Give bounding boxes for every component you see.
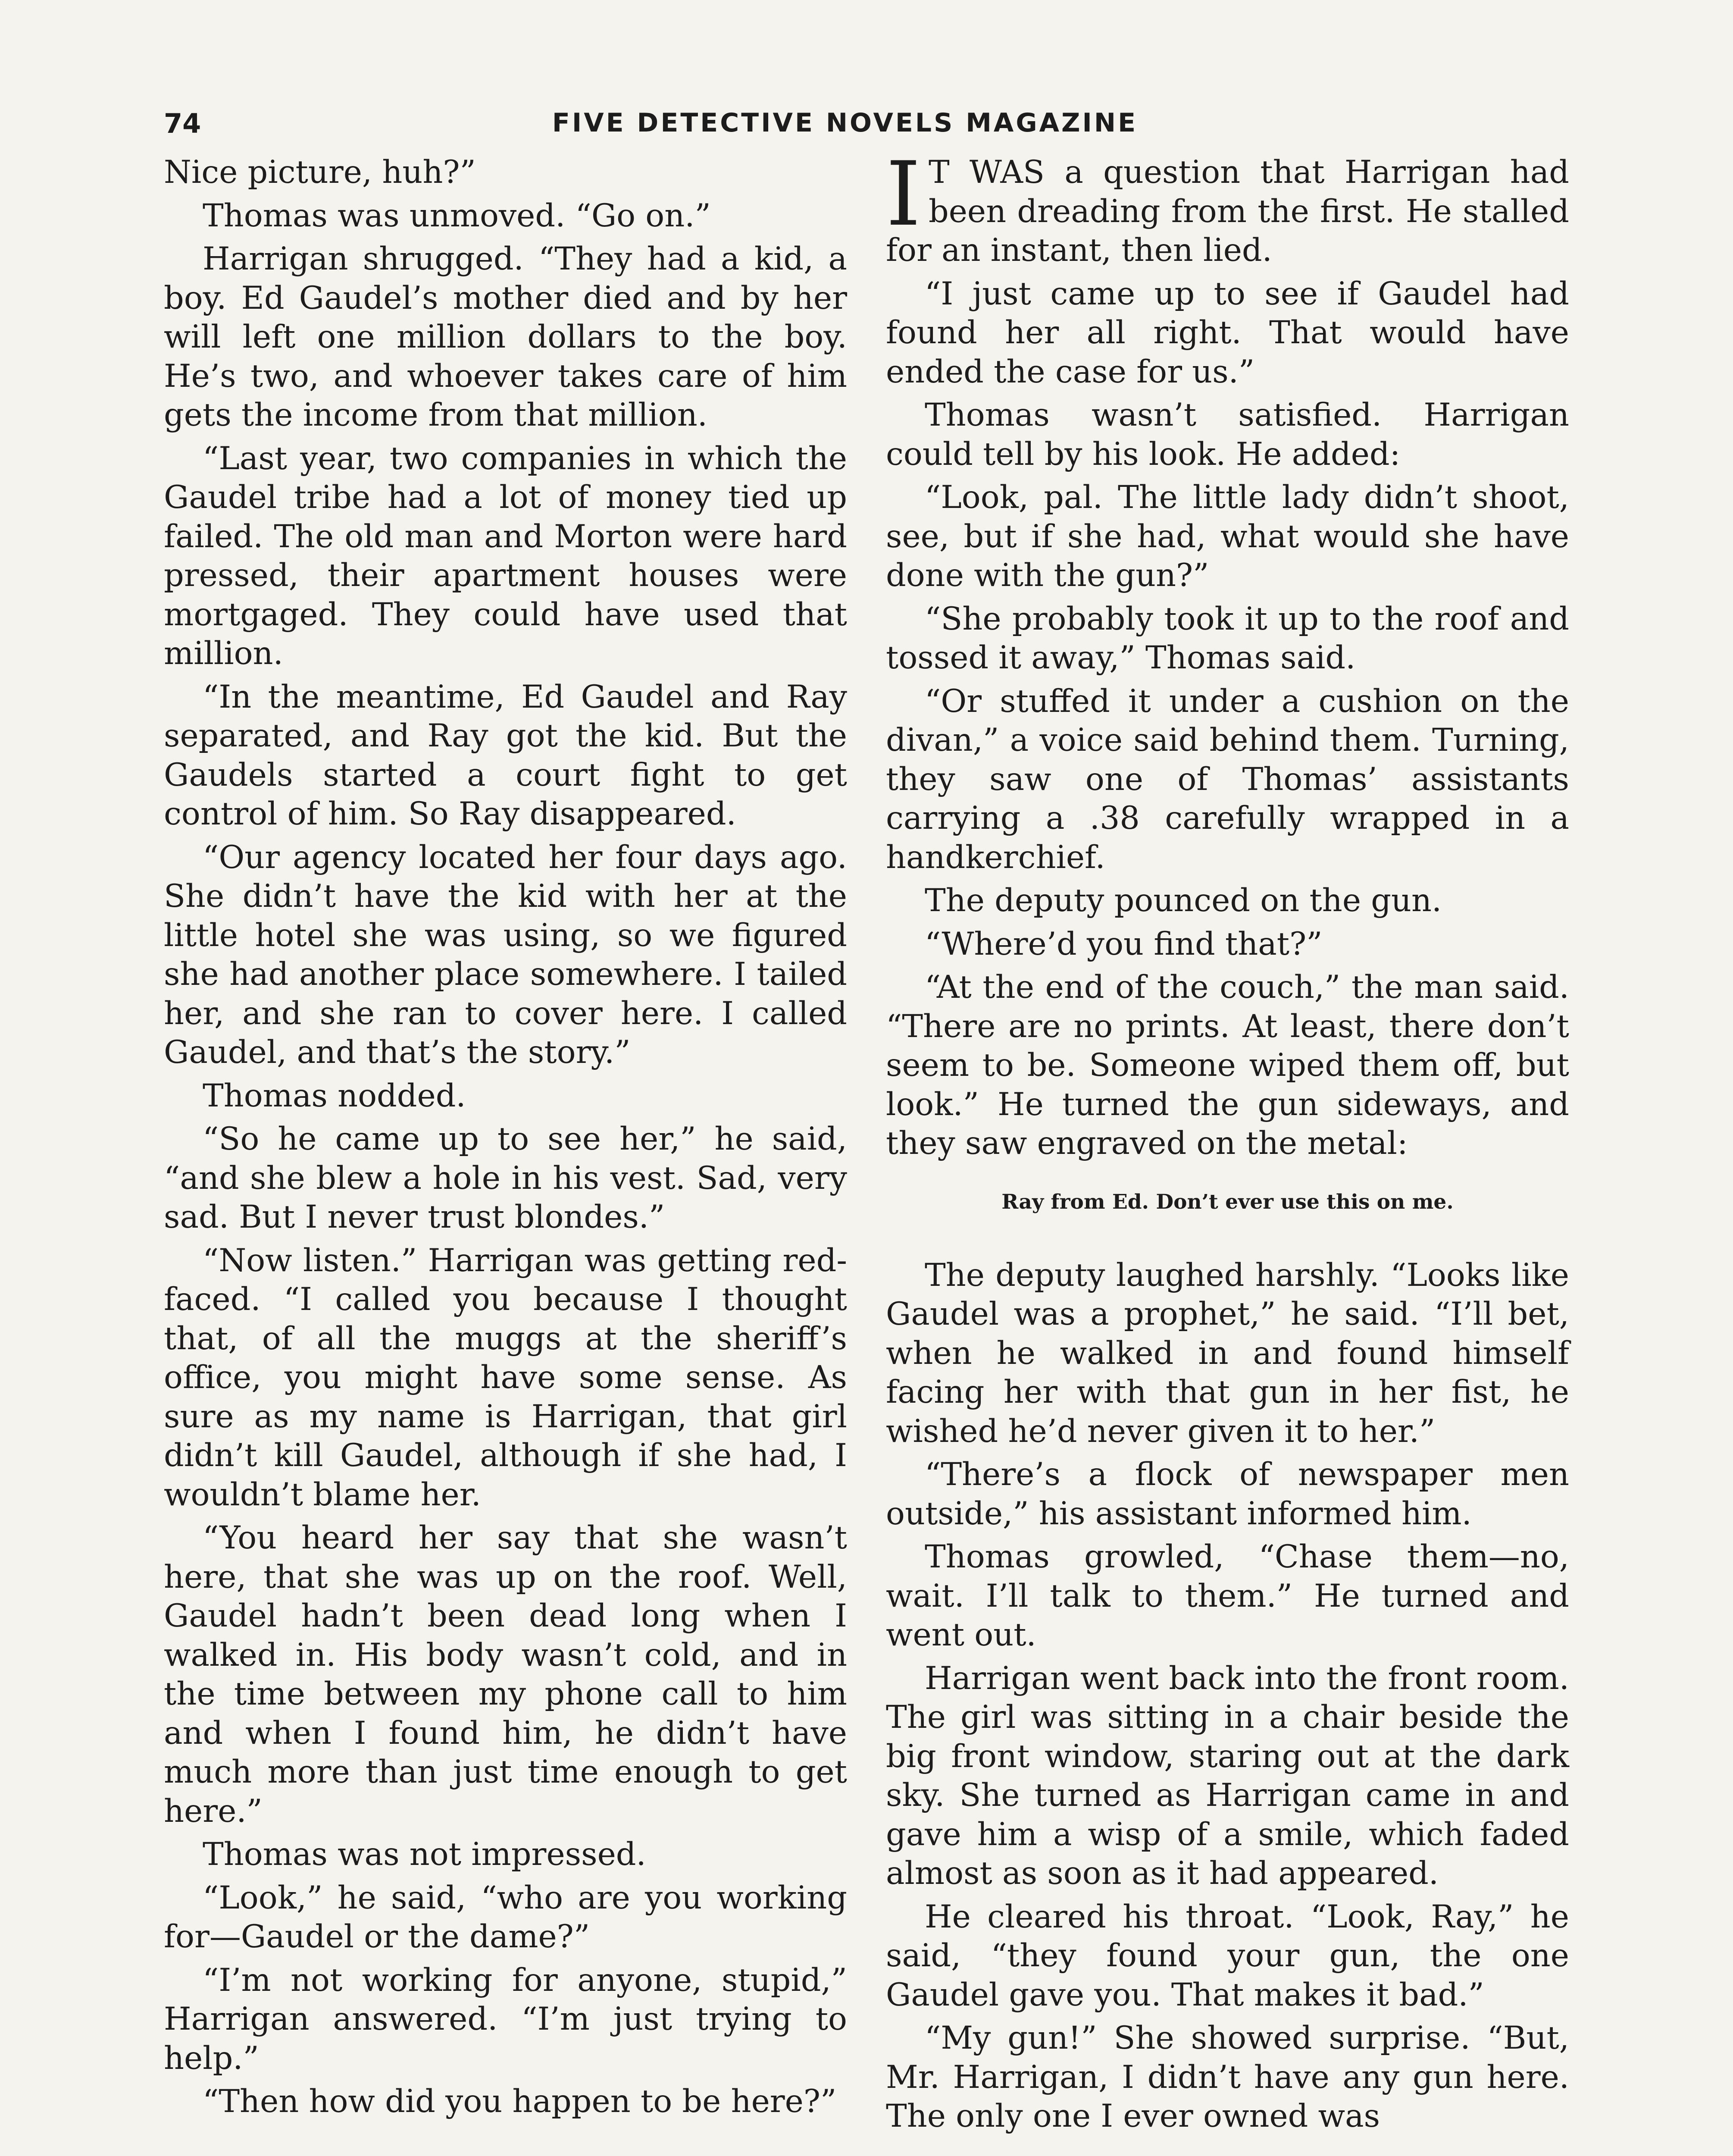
right-paragraph: The deputy pounced on the gun. [925, 882, 1442, 919]
right-paragraph: “My gun!” She showed surprise. “But, Mr. Harrigan, I didn’t have any gun here. The only one I ever owned was [886, 2020, 1569, 2134]
right-paragraph: “Where’d you find that?” [925, 925, 1323, 962]
magazine-title: FIVE DETECTIVE NOVELS MAGAZINE [552, 108, 1138, 138]
left-paragraph: “I’m not working for anyone, stupid,” Harrigan answered. “I’m just trying to help.” [164, 1962, 847, 2077]
left-paragraph: Nice picture, huh?” [164, 154, 476, 191]
right-paragraph: He cleared his throat. “Look, Ray,” he said, “they found your gun, the one Gaudel gave you. That makes it bad.” [886, 1898, 1569, 2013]
paragraphs-after-inscription [886, 1256, 1569, 2136]
right-paragraph: “At the end of the couch,” the man said. “There are no prints. At least, there don’t seem to be. Someone wiped them off, but look.” He turned the gun sideways, and they saw engraved on the metal: [886, 969, 1569, 1162]
paragraphs-before-inscription [886, 275, 1569, 1163]
left-paragraph: Harrigan shrugged. “They had a kid, a boy. Ed Gaudel’s mother died and by her will left one million dollars to the boy. He’s two, and whoever takes care of him gets the income from that million. [164, 241, 847, 433]
right-paragraph: Thomas growled, “Chase them—no, wait. I’ll talk to them.” He turned and went out. [886, 1539, 1569, 1653]
left-paragraph: Thomas was not impressed. [203, 1836, 646, 1873]
right-paragraph: “There’s a flock of newspaper men outside,” his assistant informed him. [886, 1456, 1569, 1532]
right-paragraph: Harrigan went back into the front room. The girl was sitting in a chair beside the big front window, staring out at the dark sky. She turned as Harrigan came in and gave him a wisp of a smile, which faded almost as soon as it had appeared. [886, 1660, 1569, 1892]
page-number: 74 [164, 108, 201, 139]
left-paragraph: “Last year, two companies in which the Gaudel tribe had a lot of money tied up failed. The old man and Morton were hard pressed, their apartment houses were mortgaged. They could have used that million. [164, 440, 847, 672]
drop-word: T WAS [928, 154, 1045, 191]
left-paragraph: “In the meantime, Ed Gaudel and Ray separated, and Ray got the kid. But the Gaudels started a court fight to get control of him. So Ray disappeared. [164, 678, 847, 832]
left-paragraph: “Our agency located her four days ago. She didn’t have the kid with her at the little hotel she was using, so we figured she had another place somewhere. I tailed her, and she ran to cover here. I called Gaudel, and that’s the story.” [164, 839, 847, 1071]
right-paragraph: “She probably took it up to the roof and tossed it away,” Thomas said. [886, 600, 1569, 676]
right-paragraph: The deputy laughed harshly. “Looks like Gaudel was a prophet,” he said. “I’ll bet, when he walked in and found himself facing her with that gun in her fist, he wished he’d never given it to her.” [886, 1257, 1569, 1450]
right-column [886, 143, 1569, 2140]
left-paragraph: “Look,” he said, “who are you working for—Gaudel or the dame?” [164, 1879, 847, 1955]
left-column [164, 153, 847, 2126]
gun-inscription: Ray from Ed. Don’t ever use this on me. [1001, 1190, 1454, 1214]
left-paragraph: “So he came up to see her,” he said, “and she blew a hole in his vest. Sad, very sad. But I never trust blondes.” [164, 1121, 847, 1235]
left-paragraph: Thomas nodded. [203, 1077, 466, 1114]
left-paragraph: “Now listen.” Harrigan was getting red-faced. “I called you because I thought that, of all the muggs at the sheriff’s office, you might have some sense. As sure as my name is Harrigan, that girl didn’t kill Gaudel, although if she had, I wouldn’t blame her. [164, 1242, 847, 1513]
right-paragraph: “Or stuffed it under a cushion on the divan,” a voice said behind them. Turning, they saw one of Thomas’ assistants carrying a .38 carefully wrapped in a handkerchief. [886, 683, 1569, 876]
left-paragraph: Thomas was unmoved. “Go on.” [203, 197, 711, 234]
page-header [164, 103, 1526, 150]
right-paragraph: “Look, pal. The little lady didn’t shoot, see, but if she had, what would she have done with the gun?” [886, 479, 1569, 594]
drop-cap: I [886, 143, 921, 246]
right-paragraph: “I just came up to see if Gaudel had found her all right. That would have ended the case for us.” [886, 275, 1569, 390]
opening-paragraph-text: a question that Harrigan had been dreading from the first. He stalled for an instant, then lied. [886, 154, 1569, 269]
opening-paragraph [886, 143, 1569, 270]
left-paragraph: “Then how did you happen to be here?” [203, 2083, 837, 2120]
left-paragraph: “You heard her say that she wasn’t here, that she was up on the roof. Well, Gaudel hadn’t been dead long when I walked in. His body wasn’t cold, and in the time between my phone call to him and when I found him, he didn’t have much more than just time enough to get here.” [164, 1520, 847, 1830]
right-paragraph: Thomas wasn’t satisfied. Harrigan could tell by his look. He added: [886, 397, 1569, 473]
